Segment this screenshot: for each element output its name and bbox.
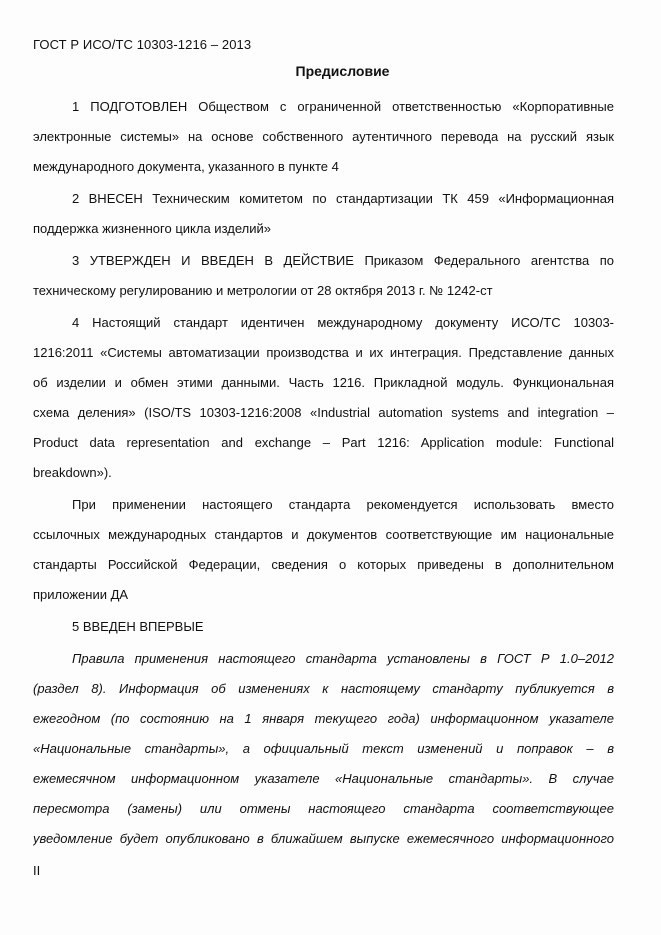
text-line: уведомление будет опубликовано в ближайшем выпуске ежемесячного информационного <box>33 831 614 846</box>
text-line: 1 ПОДГОТОВЛЕН Обществом с ограниченной ответственностью «Корпоративные <box>72 99 614 114</box>
text-line: стандарты Российской Федерации, сведения о которых приведены в дополнительном <box>33 557 614 572</box>
text-line: «Национальные стандарты», а официальный текст изменений и поправок – в <box>33 741 614 756</box>
text-line: 2 ВНЕСЕН Техническим комитетом по стандартизации ТК 459 «Информационная <box>72 191 614 206</box>
text-line: При применении настоящего стандарта рекомендуется использовать вместо <box>72 497 614 512</box>
text-line: 1216:2011 «Системы автоматизации производства и их интеграция. Представление данных <box>33 345 614 360</box>
page-number: II <box>33 863 41 878</box>
text-line: электронные системы» на основе собственного аутентичного перевода на русский язык <box>33 129 614 144</box>
text-line: Правила применения настоящего стандарта установлены в ГОСТ Р 1.0–2012 <box>72 651 614 666</box>
text-line: ежемесячном информационном указателе «Национальные стандарты». В случае <box>33 771 614 786</box>
text-line: об изделии и обмен этими данными. Часть 1216. Прикладной модуль. Функциональная <box>33 375 614 390</box>
text-line: приложении ДА <box>33 587 129 602</box>
text-line: ежегодном (по состоянию на 1 января текущего года) информационном указателе <box>33 711 614 726</box>
text-line: техническому регулированию и метрологии от 28 октября 2013 г. № 1242-ст <box>33 283 493 298</box>
text-line: пересмотра (замены) или отмены настоящего стандарта соответствующее <box>33 801 614 816</box>
section-title: Предисловие <box>295 63 390 79</box>
text-line: 5 ВВЕДЕН ВПЕРВЫЕ <box>72 619 204 634</box>
text-line: breakdown»). <box>33 465 112 480</box>
text-line: Product data representation and exchange – Part 1216: Application module: Functional <box>33 435 614 450</box>
text-line: поддержка жизненного цикла изделий» <box>33 221 271 236</box>
text-line: 3 УТВЕРЖДЕН И ВВЕДЕН В ДЕЙСТВИЕ Приказом Федерального агентства по <box>72 253 614 268</box>
text-line: международного документа, указанного в пункте 4 <box>33 159 339 174</box>
text-line: 4 Настоящий стандарт идентичен международному документу ИСО/ТС 10303- <box>72 315 614 330</box>
text-line: схема деления» (ISO/TS 10303-1216:2008 «Industrial automation systems and integration – <box>33 405 614 420</box>
text-line: ссылочных международных стандартов и документов соответствующие им национальные <box>33 527 614 542</box>
text-line: (раздел 8). Информация об изменениях к настоящему стандарту публикуется в <box>33 681 614 696</box>
document-header: ГОСТ Р ИСО/ТС 10303-1216 – 2013 <box>33 37 252 52</box>
